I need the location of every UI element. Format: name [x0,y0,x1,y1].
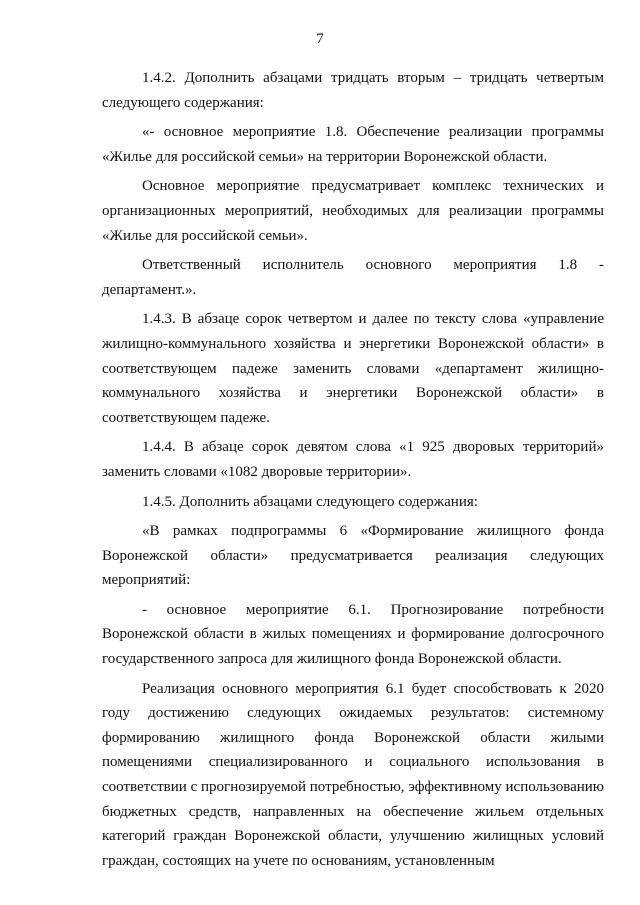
document-body [102,66,604,873]
paragraph-1-4-5: 1.4.5. Дополнить абзацами следующего содержания: [142,493,478,510]
paragraph-1-4-3: 1.4.3. В абзаце сорок четвертом и далее по тексту слова «управление жилищно-коммунального хозяйства и энергетики Воронежской области» в соответствующем падеже заменить словами «департамент жилищно-коммунального хозяйства и энергетики Воронежской области» в соответствующем падеже. [102,311,604,426]
paragraph-measure-1-8: «- основное мероприятие 1.8. Обеспечение реализации программы «Жилье для российской семьи» на территории Воронежской области. [102,124,604,165]
paragraph-1-4-2: 1.4.2. Дополнить абзацами тридцать вторым – тридцать четвертым следующего содержания: [102,70,604,111]
paragraph-measure-description: Основное мероприятие предусматривает комплекс технических и организационных мероприятий, необходимых для реализации программы «Жилье для российской семьи». [102,178,604,244]
paragraph-subprogram-6: «В рамках подпрограммы 6 «Формирование жилищного фонда Воронежской области» предусматривается реализация следующих мероприятий: [102,523,604,589]
paragraph-responsible: Ответственный исполнитель основного мероприятия 1.8 - департамент.». [102,257,604,298]
page-number: 7 [316,31,324,47]
paragraph-1-4-4: 1.4.4. В абзаце сорок девятом слова «1 925 дворовых территорий» заменить словами «1082 дворовые территории». [102,439,604,480]
paragraph-measure-6-1: - основное мероприятие 6.1. Прогнозирование потребности Воронежской области в жилых помещениях и формирование долгосрочного государственного запроса для жилищного фонда Воронежской области. [102,601,604,668]
paragraph-measure-6-1-results: Реализация основного мероприятия 6.1 будет способствовать к 2020 году достижению следующих ожидаемых результатов: системному формированию жилищного фонда Воронежской области жилыми помещениями специализированного и социального использования в соответствии с прогнозируемой потребностью, эффективному использованию бюджетных средств, направленных на обеспечение жильем отдельных категорий граждан Воронежской области, улучшению жилищных условий граждан, состоящих на учете по основаниям, установленным [102,680,604,869]
